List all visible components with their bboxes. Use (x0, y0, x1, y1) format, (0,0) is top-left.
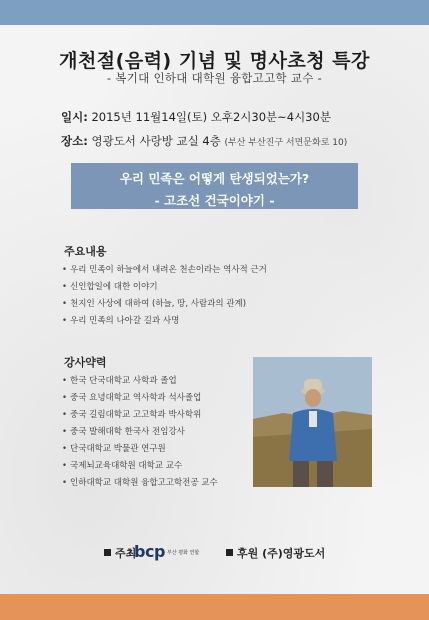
list-item: • 인하대학교 대학원 융합고고학전공 교수 (62, 475, 218, 492)
datetime-value: 2015년 11월14일(토) 오후2시30분~4시30분 (91, 110, 331, 124)
list-item: • 중국 길림대학교 고고학과 박사학위 (62, 407, 218, 424)
venue-value: 영광도서 사랑방 교실 4층 (91, 134, 221, 148)
list-item: • 우리 민족의 나아갈 길과 사명 (62, 313, 267, 330)
host (104, 545, 136, 561)
profile-heading: 강사약력 (64, 356, 107, 369)
list-item: • 신인합일에 대한 이야기 (62, 279, 267, 296)
poster-subtitle: - 복기대 인하대 대학원 융합고고학 교수 - (106, 71, 323, 85)
square-bullet-icon (104, 549, 111, 556)
list-item: • 우리 민족이 하늘에서 내려온 천손이라는 역사적 근거 (62, 262, 267, 279)
sponsor-name: (주)영광도서 (262, 547, 326, 560)
topic-subtitle: - 고조선 건국이야기 - (154, 193, 275, 208)
list-item: • 한국 단국대학교 사학과 졸업 (62, 373, 218, 390)
host-label: 주최 (115, 547, 137, 560)
venue-address: (부산 부산진구 서면문화로 10) (224, 138, 348, 148)
bottom-color-band (0, 594, 429, 620)
square-bullet-icon (226, 549, 233, 556)
event-datetime (61, 109, 331, 125)
bcp-logo-subtitle: 부산 평화 연합 (167, 550, 200, 556)
sponsor (226, 545, 325, 561)
event-venue (61, 133, 347, 149)
list-item: • 국제뇌교육대학원 대학교 교수 (62, 458, 218, 475)
list-item: • 단국대학교 박물관 연구원 (62, 441, 218, 458)
contents-heading: 주요내용 (64, 245, 107, 258)
list-item: • 중국 발해대학 한국사 전임강사 (62, 424, 218, 441)
venue-label: 장소: (61, 134, 88, 148)
profile-list (62, 373, 218, 492)
top-color-band (0, 0, 429, 25)
poster-title: 개천절(음력) 기념 및 명사초청 특강 (59, 50, 370, 72)
list-item: • 천지인 사상에 대하여 (하늘, 땅, 사람과의 관계) (62, 296, 267, 313)
topic-title: 우리 민족은 어떻게 탄생되었는가? (119, 171, 310, 186)
lecture-topic-box (71, 163, 358, 209)
datetime-label: 일시: (61, 110, 88, 124)
list-item: • 중국 요녕대학교 역사학과 석사졸업 (62, 390, 218, 407)
speaker-photo (253, 357, 372, 487)
contents-list (62, 262, 267, 330)
sponsor-label: 후원 (237, 547, 259, 560)
bcp-logo: bcp (134, 542, 165, 561)
